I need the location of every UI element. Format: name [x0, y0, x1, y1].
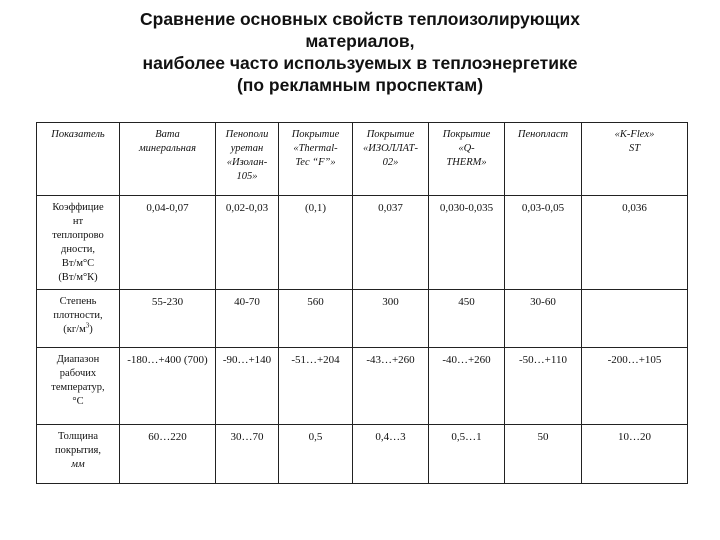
table-cell: 0,037	[353, 196, 429, 290]
table-cell: 0,03-0,05	[505, 196, 582, 290]
title-line-3: наиболее часто используемых в теплоэнергетике	[142, 53, 578, 73]
table-cell: 0,02-0,03	[216, 196, 279, 290]
row-label: Степень плотности, $(кг/м^3)$	[37, 290, 120, 348]
table-cell: 55-230	[120, 290, 216, 348]
table-cell: 560	[279, 290, 353, 348]
table-cell: 40-70	[216, 290, 279, 348]
row-label: Диапазон рабочих температур, °С	[37, 348, 120, 425]
table-cell: 30-60	[505, 290, 582, 348]
header-cell-izollat: Покрытие «ИЗОЛЛАТ- 02»	[353, 123, 429, 196]
header-cell-k-flex: «K-Flex» ST	[582, 123, 688, 196]
table-cell: -51…+204	[279, 348, 353, 425]
row-label: Коэффицие нт теплопрово дности, Вт/м°С (Вт/м°К)	[37, 196, 120, 290]
table-header-row	[37, 123, 688, 196]
table-cell: -90…+140	[216, 348, 279, 425]
table-cell: -43…+260	[353, 348, 429, 425]
table-cell: 0,5…1	[429, 425, 505, 484]
table-cell: -40…+260	[429, 348, 505, 425]
table-row-coating-thickness	[37, 425, 688, 484]
table-cell: 30…70	[216, 425, 279, 484]
table-cell: 60…220	[120, 425, 216, 484]
title-line-1: Сравнение основных свойств теплоизолирующих	[140, 9, 580, 29]
table-cell: (0,1)	[279, 196, 353, 290]
table-cell: 450	[429, 290, 505, 348]
table-cell: 300	[353, 290, 429, 348]
table-cell: 0,5	[279, 425, 353, 484]
header-cell-thermal-tec: Покрытие «Thermal- Tec “F”»	[279, 123, 353, 196]
table-cell: -50…+110	[505, 348, 582, 425]
header-cell-q-therm: Покрытие «Q- THERM»	[429, 123, 505, 196]
table-cell: -180…+400 (700)	[120, 348, 216, 425]
table-cell	[582, 290, 688, 348]
row-label: Толщина покрытия, мм	[37, 425, 120, 484]
table-row-thermal-conductivity	[37, 196, 688, 290]
header-cell-indicator: Показатель	[37, 123, 120, 196]
table-row-temperature-range	[37, 348, 688, 425]
page-title	[0, 8, 720, 96]
header-cell-foam-plastic: Пенопласт	[505, 123, 582, 196]
table-cell: 0,036	[582, 196, 688, 290]
table-cell: 0,04-0,07	[120, 196, 216, 290]
table-cell: 50	[505, 425, 582, 484]
comparison-table	[36, 122, 688, 484]
table-cell: -200…+105	[582, 348, 688, 425]
header-cell-polyurethane-foam: Пенополи уретан «Изолан- 105»	[216, 123, 279, 196]
table-row-density	[37, 290, 688, 348]
title-line-4: (по рекламным проспектам)	[236, 75, 484, 95]
header-cell-mineral-wool: Вата минеральная	[120, 123, 216, 196]
table-cell: 10…20	[582, 425, 688, 484]
table-cell: 0,030-0,035	[429, 196, 505, 290]
table-cell: 0,4…3	[353, 425, 429, 484]
title-line-2: материалов,	[305, 31, 415, 51]
